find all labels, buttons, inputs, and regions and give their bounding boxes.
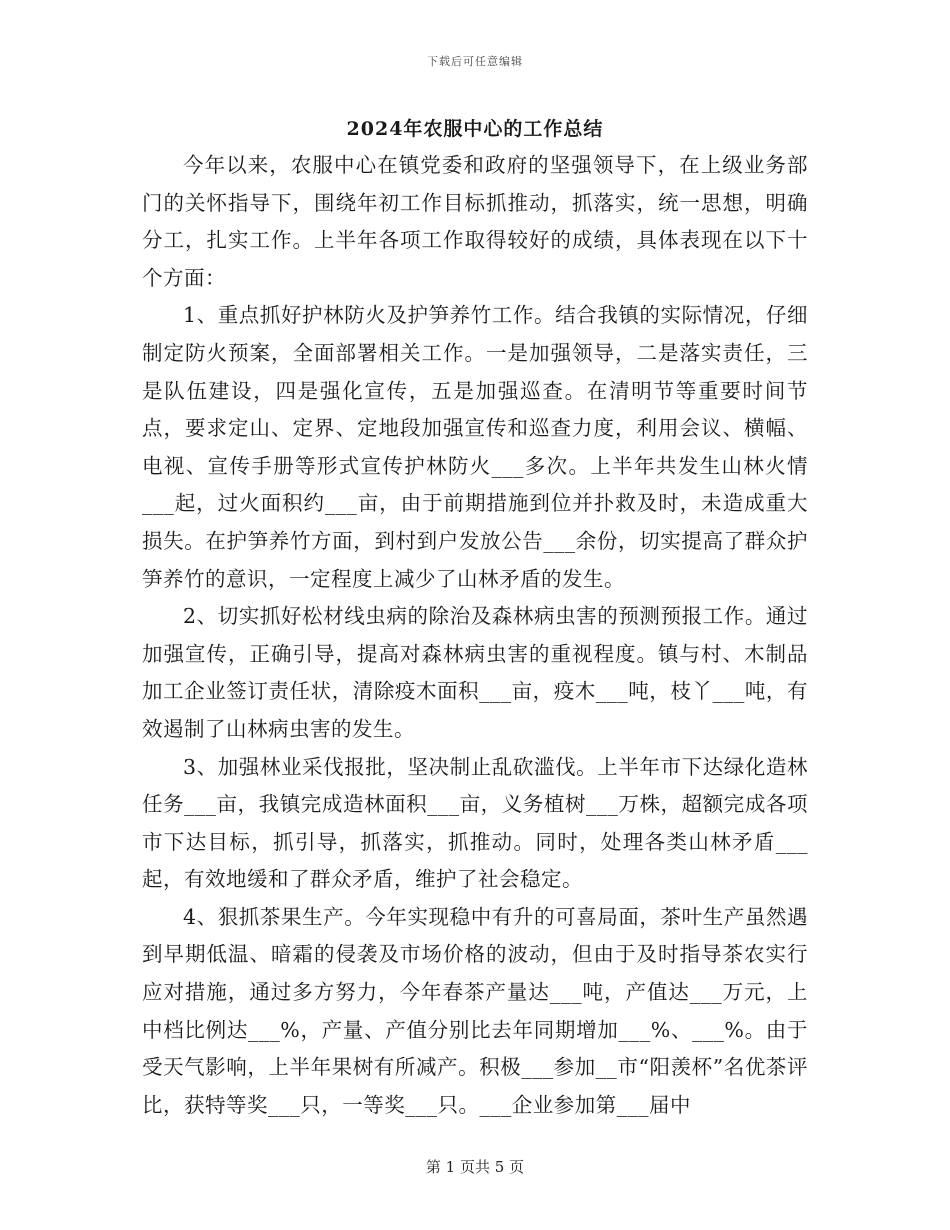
- header-note: 下载后可任意编辑: [427, 55, 523, 68]
- section-4-paragraph: 4、狠抓茶果生产。今年实现稳中有升的可喜局面，茶叶生产虽然遇到早期低温、暗霜的侵袭及市场价格的波动，但由于及时指导茶农实行应对措施，通过多方努力，今年春茶产量达___吨，产值达___万元，上中档比例达___%，产量、产值分别比去年同期增加___%、___%。由于受天气影响，上半年果树有所减产。积极___参加__市“阳羡杯”名优茶评比，获特等奖___只，一等奖___只。___企业参加第___届中: [142, 904, 808, 1117]
- section-1-paragraph: 1、重点抓好护林防火及护笋养竹工作。结合我镇的实际情况，仔细制定防火预案，全面部署相关工作。一是加强领导，二是落实责任，三是队伍建设，四是强化宣传，五是加强巡查。在清明节等重要时间节点，要求定山、定界、定地段加强宣传和巡查力度，利用会议、横幅、电视、宣传手册等形式宣传护林防火___多次。上半年共发生山林火情___起，过火面积约___亩，由于前期措施到位并扑救及时，未造成重大损失。在护笋养竹方面，到村到户发放公告___余份，切实提高了群众护笋养竹的意识，一定程度上减少了山林矛盾的发生。: [142, 303, 808, 591]
- page-footer: 第 1 页共 5 页: [425, 1158, 525, 1176]
- document-body: [142, 147, 808, 1124]
- document-title: 2024年农服中心的工作总结: [346, 118, 604, 140]
- section-3-paragraph: 3、加强林业采伐报批，坚决制止乱砍滥伐。上半年市下达绿化造林任务___亩，我镇完成造林面积___亩，义务植树___万株，超额完成各项市下达目标，抓引导，抓落实，抓推动。同时，处理各类山林矛盾___起，有效地缓和了群众矛盾，维护了社会稳定。: [142, 754, 808, 892]
- intro-paragraph: 今年以来，农服中心在镇党委和政府的坚强领导下，在上级业务部门的关怀指导下，围绕年初工作目标抓推动，抓落实，统一思想，明确分工，扎实工作。上半年各项工作取得较好的成绩，具体表现在以下十个方面：: [142, 153, 808, 290]
- section-2-paragraph: 2、切实抓好松材线虫病的除治及森林病虫害的预测预报工作。通过加强宣传，正确引导，提高对森林病虫害的重视程度。镇与村、木制品加工企业签订责任状，清除疫木面积___亩，疫木___吨，枝丫___吨，有效遏制了山林病虫害的发生。: [142, 604, 808, 741]
